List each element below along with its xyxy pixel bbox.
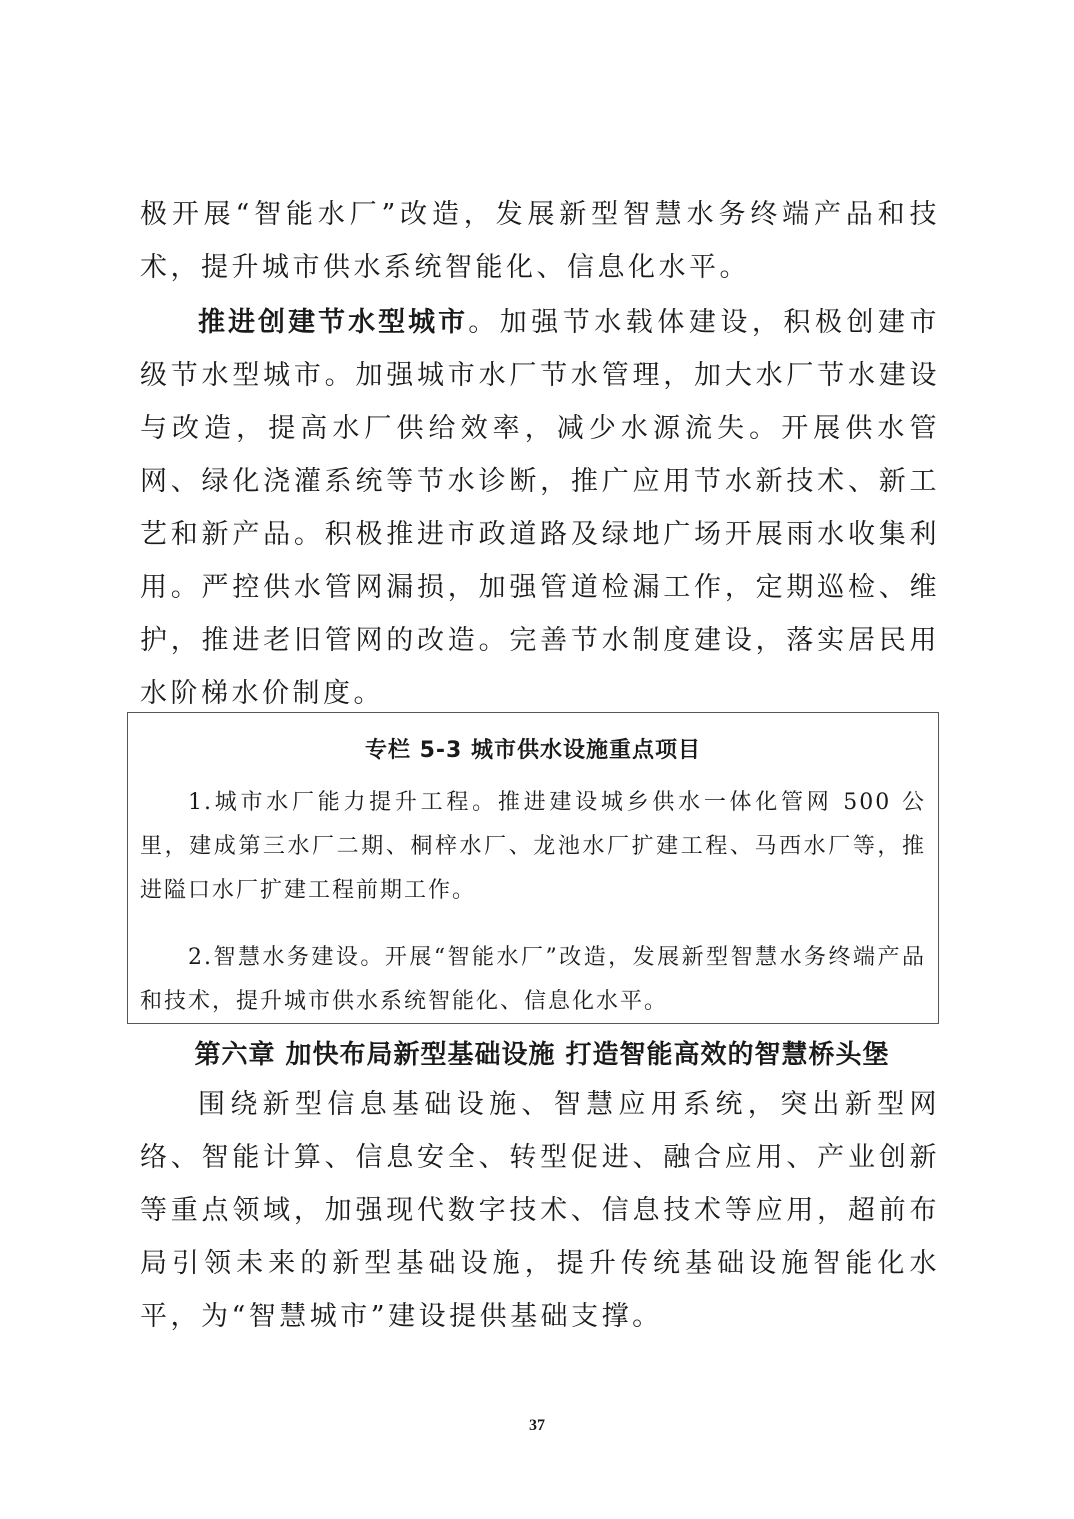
paragraph-lead-heading: 推进创建节水型城市 [198, 307, 469, 338]
paragraph-water-saving-city [140, 296, 940, 720]
column-box-water-supply-projects [127, 712, 939, 1024]
column-box-item-2: 2.智慧水务建设。开展“智能水厂”改造，发展新型智慧水务终端产品和技术，提升城市供水系统智能化、信息化水平。 [140, 945, 926, 1014]
paragraph-smart-water-continuation: 极开展“智能水厂”改造，发展新型智慧水务终端产品和技术，提升城市供水系统智能化、信息化水平。 [140, 199, 940, 283]
page-number: 37 [529, 1417, 545, 1434]
paragraph-body-text: 。加强节水载体建设，积极创建市级节水型城市。加强城市水厂节水管理，加大水厂节水建设与改造，提高水厂供给效率，减少水源流失。开展供水管网、绿化浇灌系统等节水诊断，推广应用节水新技术、新工艺和新产品。积极推进市政道路及绿地广场开展雨水收集利用。严控供水管网漏损，加强管道检漏工作，定期巡检、维护，推进老旧管网的改造。完善节水制度建设，落实居民用水阶梯水价制度。 [140, 307, 941, 709]
column-box-item-1: 1.城市水厂能力提升工程。推进建设城乡供水一体化管网 500 公里，建成第三水厂二期、桐梓水厂、龙池水厂扩建工程、马西水厂等，推进隘口水厂扩建工程前期工作。 [140, 790, 926, 903]
paragraph-chapter-intro: 围绕新型信息基础设施、智慧应用系统，突出新型网络、智能计算、信息安全、转型促进、融合应用、产业创新等重点领域，加强现代数字技术、信息技术等应用，超前布局引领未来的新型基础设施，提升传统基础设施智能化水平，为“智慧城市”建设提供基础支撑。 [140, 1089, 940, 1332]
chapter-heading: 第六章 加快布局新型基础设施 打造智能高效的智慧桥头堡 [194, 1040, 890, 1070]
column-box-title: 专栏 5-3 城市供水设施重点项目 [364, 738, 702, 763]
